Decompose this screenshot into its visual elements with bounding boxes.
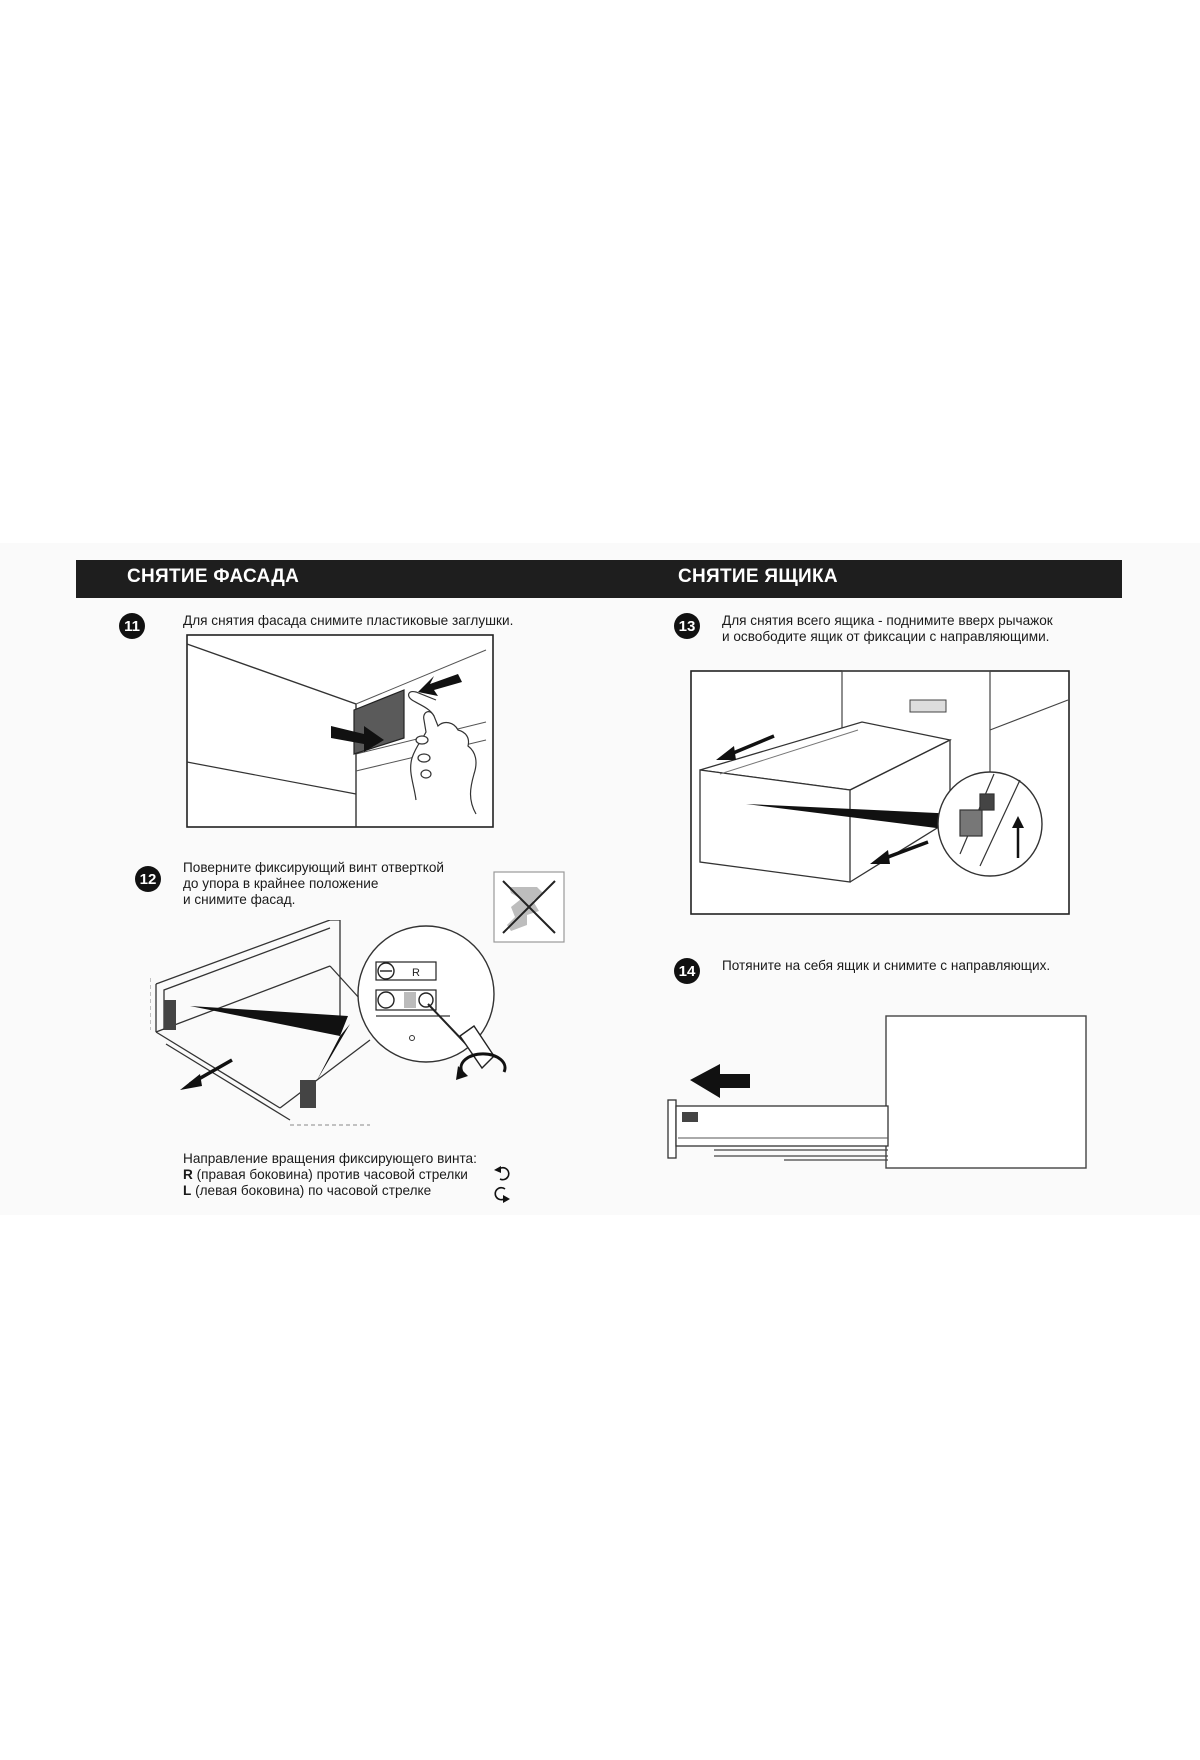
- rail: [714, 1150, 888, 1160]
- left-text: (левая боковина) по часовой стрелке: [191, 1183, 432, 1198]
- arrow-icon: [690, 1064, 750, 1098]
- step-14-figure: [664, 1014, 1094, 1174]
- step-14-badge: 14: [674, 958, 700, 984]
- rotation-right-line: [183, 1167, 477, 1183]
- step-13-text: Для снятия всего ящика - поднимите вверх рычажок и освободите ящик от фиксации с направляющими.: [722, 613, 1053, 644]
- step-12-badge: 12: [135, 866, 161, 892]
- step-11-text: Для снятия фасада снимите пластиковые заглушки.: [183, 613, 514, 628]
- rotation-icons: [490, 1164, 516, 1204]
- arrow-icon: [180, 1060, 232, 1090]
- step-12-text: Поверните фиксирующий винт отверткой до упора в крайнее положение и снимите фасад.: [183, 860, 445, 907]
- rotate-cw-icon: [495, 1188, 510, 1203]
- side-mark-label: R: [412, 967, 420, 979]
- step-11-figure: [186, 634, 494, 828]
- right-text: (правая боковина) против часовой стрелки: [192, 1167, 468, 1182]
- step-13-figure: [690, 670, 1070, 915]
- step-12-figure: [150, 920, 550, 1130]
- right-letter: R: [183, 1167, 193, 1182]
- rotation-left-line: [183, 1183, 477, 1199]
- step-11-badge: 11: [119, 613, 145, 639]
- section-title-drawer: СНЯТИЕ ЯЩИКА: [678, 566, 838, 587]
- rotate-ccw-icon: [494, 1166, 509, 1180]
- rotation-direction-note: [183, 1151, 477, 1199]
- rotation-heading: Направление вращения фиксирующего винта:: [183, 1151, 477, 1166]
- step-14-text: Потяните на себя ящик и снимите с направляющих.: [722, 958, 1051, 973]
- left-letter: L: [183, 1183, 192, 1198]
- section-title-facade: СНЯТИЕ ФАСАДА: [127, 566, 300, 587]
- step-13-badge: 13: [674, 613, 700, 639]
